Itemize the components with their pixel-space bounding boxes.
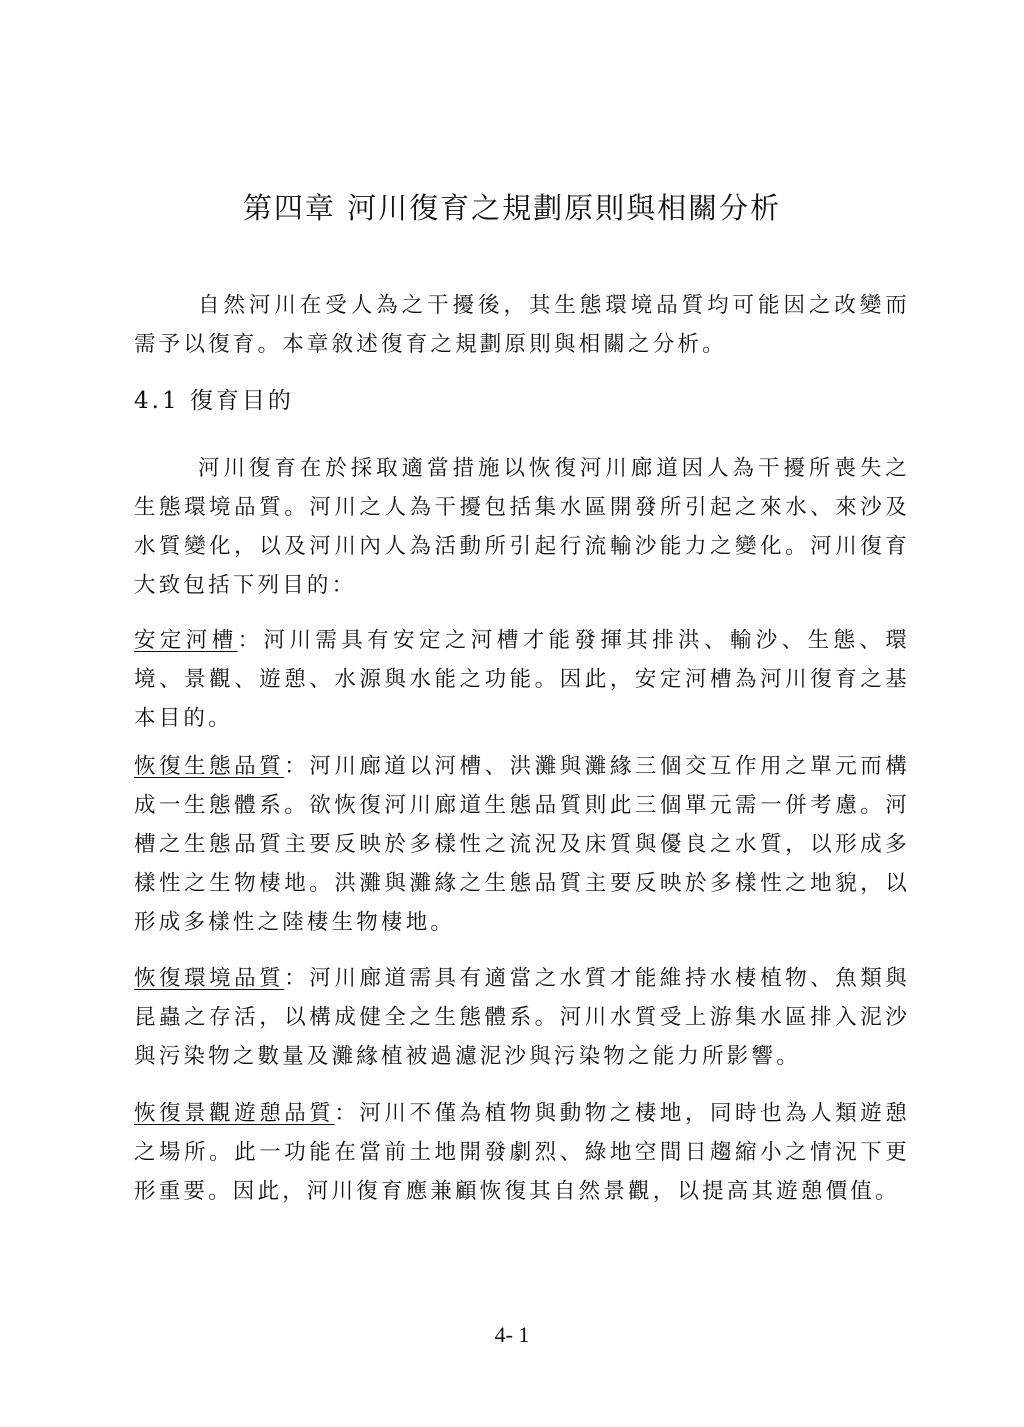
- objective-text: ：河川廊道以河槽、洪灘與灘緣三個交互作用之單元而構成一生態體系。欲恢復河川廊道生態品質則此三個單元需一併考慮。河槽之生態品質主要反映於多樣性之流況及床質與優良之水質，以形成多樣性之生物棲地。洪灘與灘緣之生態品質主要反映於多樣性之地貌，以形成多樣性之陸棲生物棲地。: [134, 754, 910, 935]
- objective-text: ：河川廊道需具有適當之水質才能維持水棲植物、魚類與昆蟲之存活，以構成健全之生態體系。河川水質受上游集水區排入泥沙與污染物之數量及灘緣植被過濾泥沙與污染物之能力所影響。: [134, 966, 910, 1069]
- objective-item: [134, 747, 910, 942]
- objective-item: [134, 1094, 910, 1211]
- objective-text: ：河川需具有安定之河槽才能發揮其排洪、輸沙、生態、環境、景觀、遊憩、水源與水能之功能。因此，安定河槽為河川復育之基本目的。: [134, 628, 911, 731]
- objective-item: [134, 959, 910, 1076]
- section-intro-paragraph: 河川復育在於採取適當措施以恢復河川廊道因人為干擾所喪失之生態環境品質。河川之人為干擾包括集水區開發所引起之來水、來沙及水質變化，以及河川內人為活動所引起行流輸沙能力之變化。河川復育大致包括下列目的：: [134, 456, 910, 598]
- objective-title: 安定河槽: [134, 628, 238, 653]
- objective-title: 恢復生態品質: [134, 754, 285, 779]
- intro-paragraph: 自然河川在受人為之干擾後，其生態環境品質均可能因之改變而需予以復育。本章敘述復育之規劃原則與相關之分析。: [134, 293, 910, 357]
- objective-item: [134, 621, 910, 738]
- objective-text: ：河川不僅為植物與動物之棲地，同時也為人類遊憩之場所。此一功能在當前土地開發劇烈、綠地空間日趨縮小之情況下更形重要。因此，河川復育應兼顧恢復其自然景觀，以提高其遊憩價值。: [134, 1101, 910, 1204]
- chapter-title: 第四章 河川復育之規劃原則與相關分析: [242, 191, 782, 225]
- page-number: 4- 1: [494, 1322, 530, 1347]
- objective-title: 恢復景觀遊憩品質: [134, 1101, 335, 1126]
- objective-title: 恢復環境品質: [134, 966, 285, 991]
- section-heading: 4.1 復育目的: [134, 388, 294, 414]
